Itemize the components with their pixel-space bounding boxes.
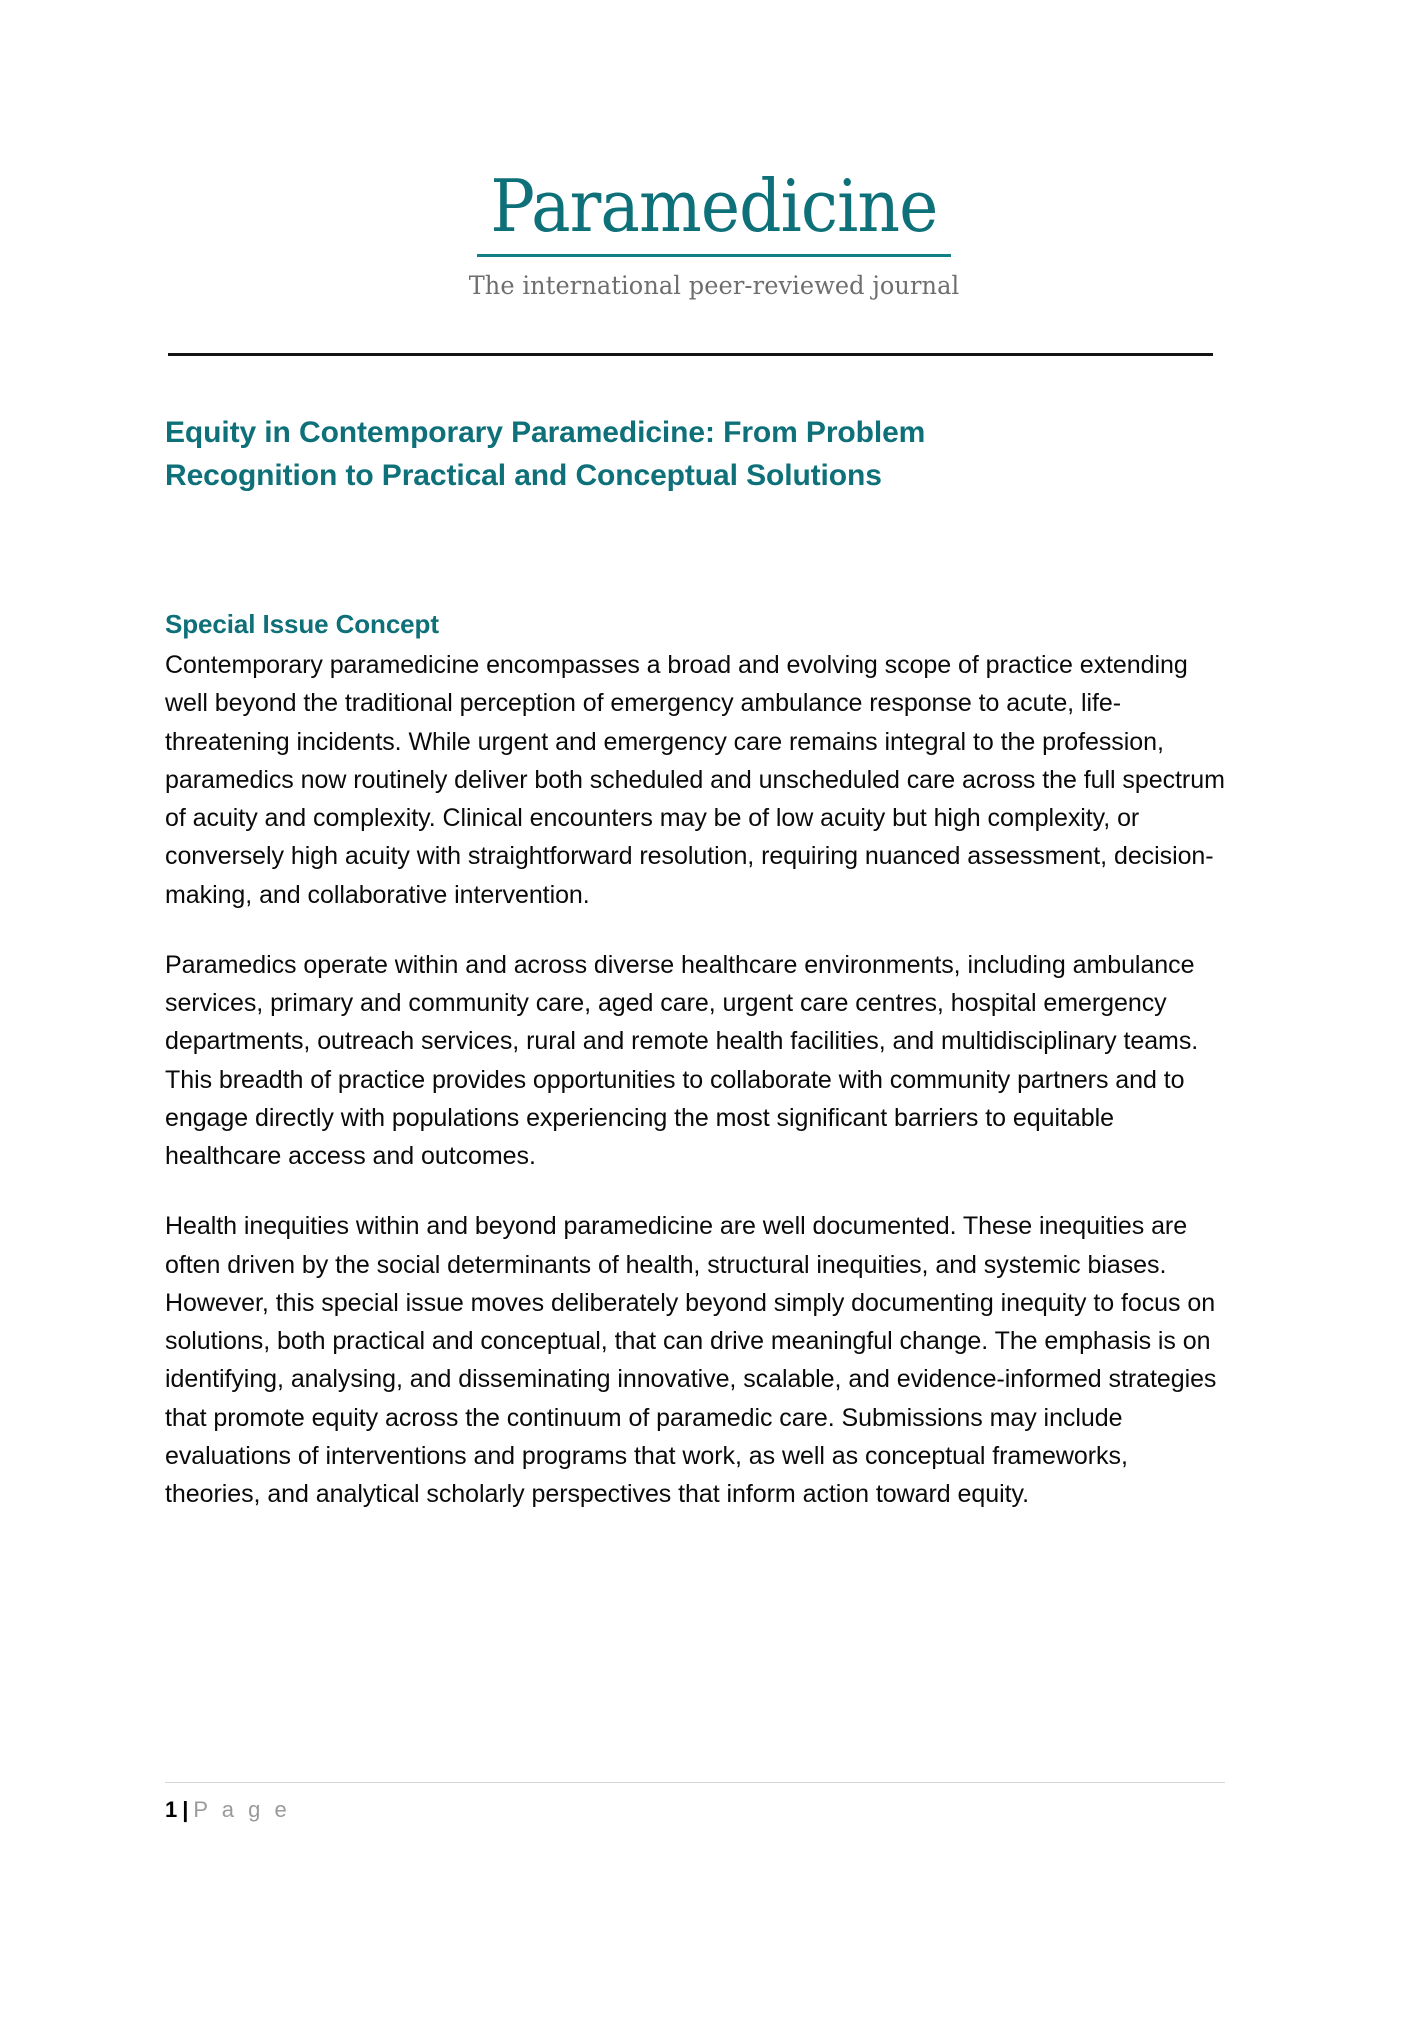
body-paragraph: Health inequities within and beyond paramedicine are well documented. These inequities are often driven by the social determinants of health, structural inequities, and systemic biases. However, this special issue moves deliberately beyond simply documenting inequity to focus on solutions, both practical and conceptual, that can drive meaningful change. The emphasis is on identifying, analysing, and disseminating innovative, scalable, and evidence-informed strategies that promote equity across the continuum of paramedic care. Submissions may include evaluations of interventions and programs that work, as well as conceptual frameworks, theories, and analytical scholarly perspectives that inform action toward equity.: [165, 1212, 1217, 1509]
journal-tagline: The international peer-reviewed journal: [468, 271, 960, 300]
body-paragraph: Paramedics operate within and across diverse healthcare environments, including ambulance services, primary and community care, aged care, urgent care centres, hospital emergency departments, outreach services, rural and remote health facilities, and multidisciplinary teams. This breadth of practice provides opportunities to collaborate with community partners and to engage directly with populations experiencing the most significant barriers to equitable healthcare access and outcomes.: [165, 950, 1199, 1171]
section-heading-special-issue-concept: Special Issue Concept: [165, 609, 439, 640]
footer-page-number: 1: [165, 1797, 178, 1822]
footer-page-label: P a g e: [193, 1797, 291, 1822]
footer-page-indicator: [165, 1783, 1225, 1823]
journal-masthead: [0, 0, 1428, 300]
body-paragraph: Contemporary paramedicine encompasses a broad and evolving scope of practice extending well beyond the traditional perception of emergency ambulance response to acute, life-threatening incidents. While urgent and emergency care remains integral to the profession, paramedics now routinely deliver both scheduled and unscheduled care across the full spectrum of acuity and complexity. Clinical encounters may be of low acuity but high complexity, or conversely high acuity with straightforward resolution, requiring nuanced assessment, decision-making, and collaborative intervention.: [165, 651, 1225, 909]
document-body: [165, 412, 1225, 1513]
page-title: Equity in Contemporary Paramedicine: From Problem Recognition to Practical and Conceptual Solutions: [165, 416, 926, 492]
header-divider: [168, 353, 1213, 356]
page-footer: [165, 1782, 1225, 1823]
wordmark-underline: [477, 254, 951, 257]
footer-separator: |: [182, 1797, 189, 1822]
journal-wordmark: Paramedicine: [490, 164, 938, 248]
